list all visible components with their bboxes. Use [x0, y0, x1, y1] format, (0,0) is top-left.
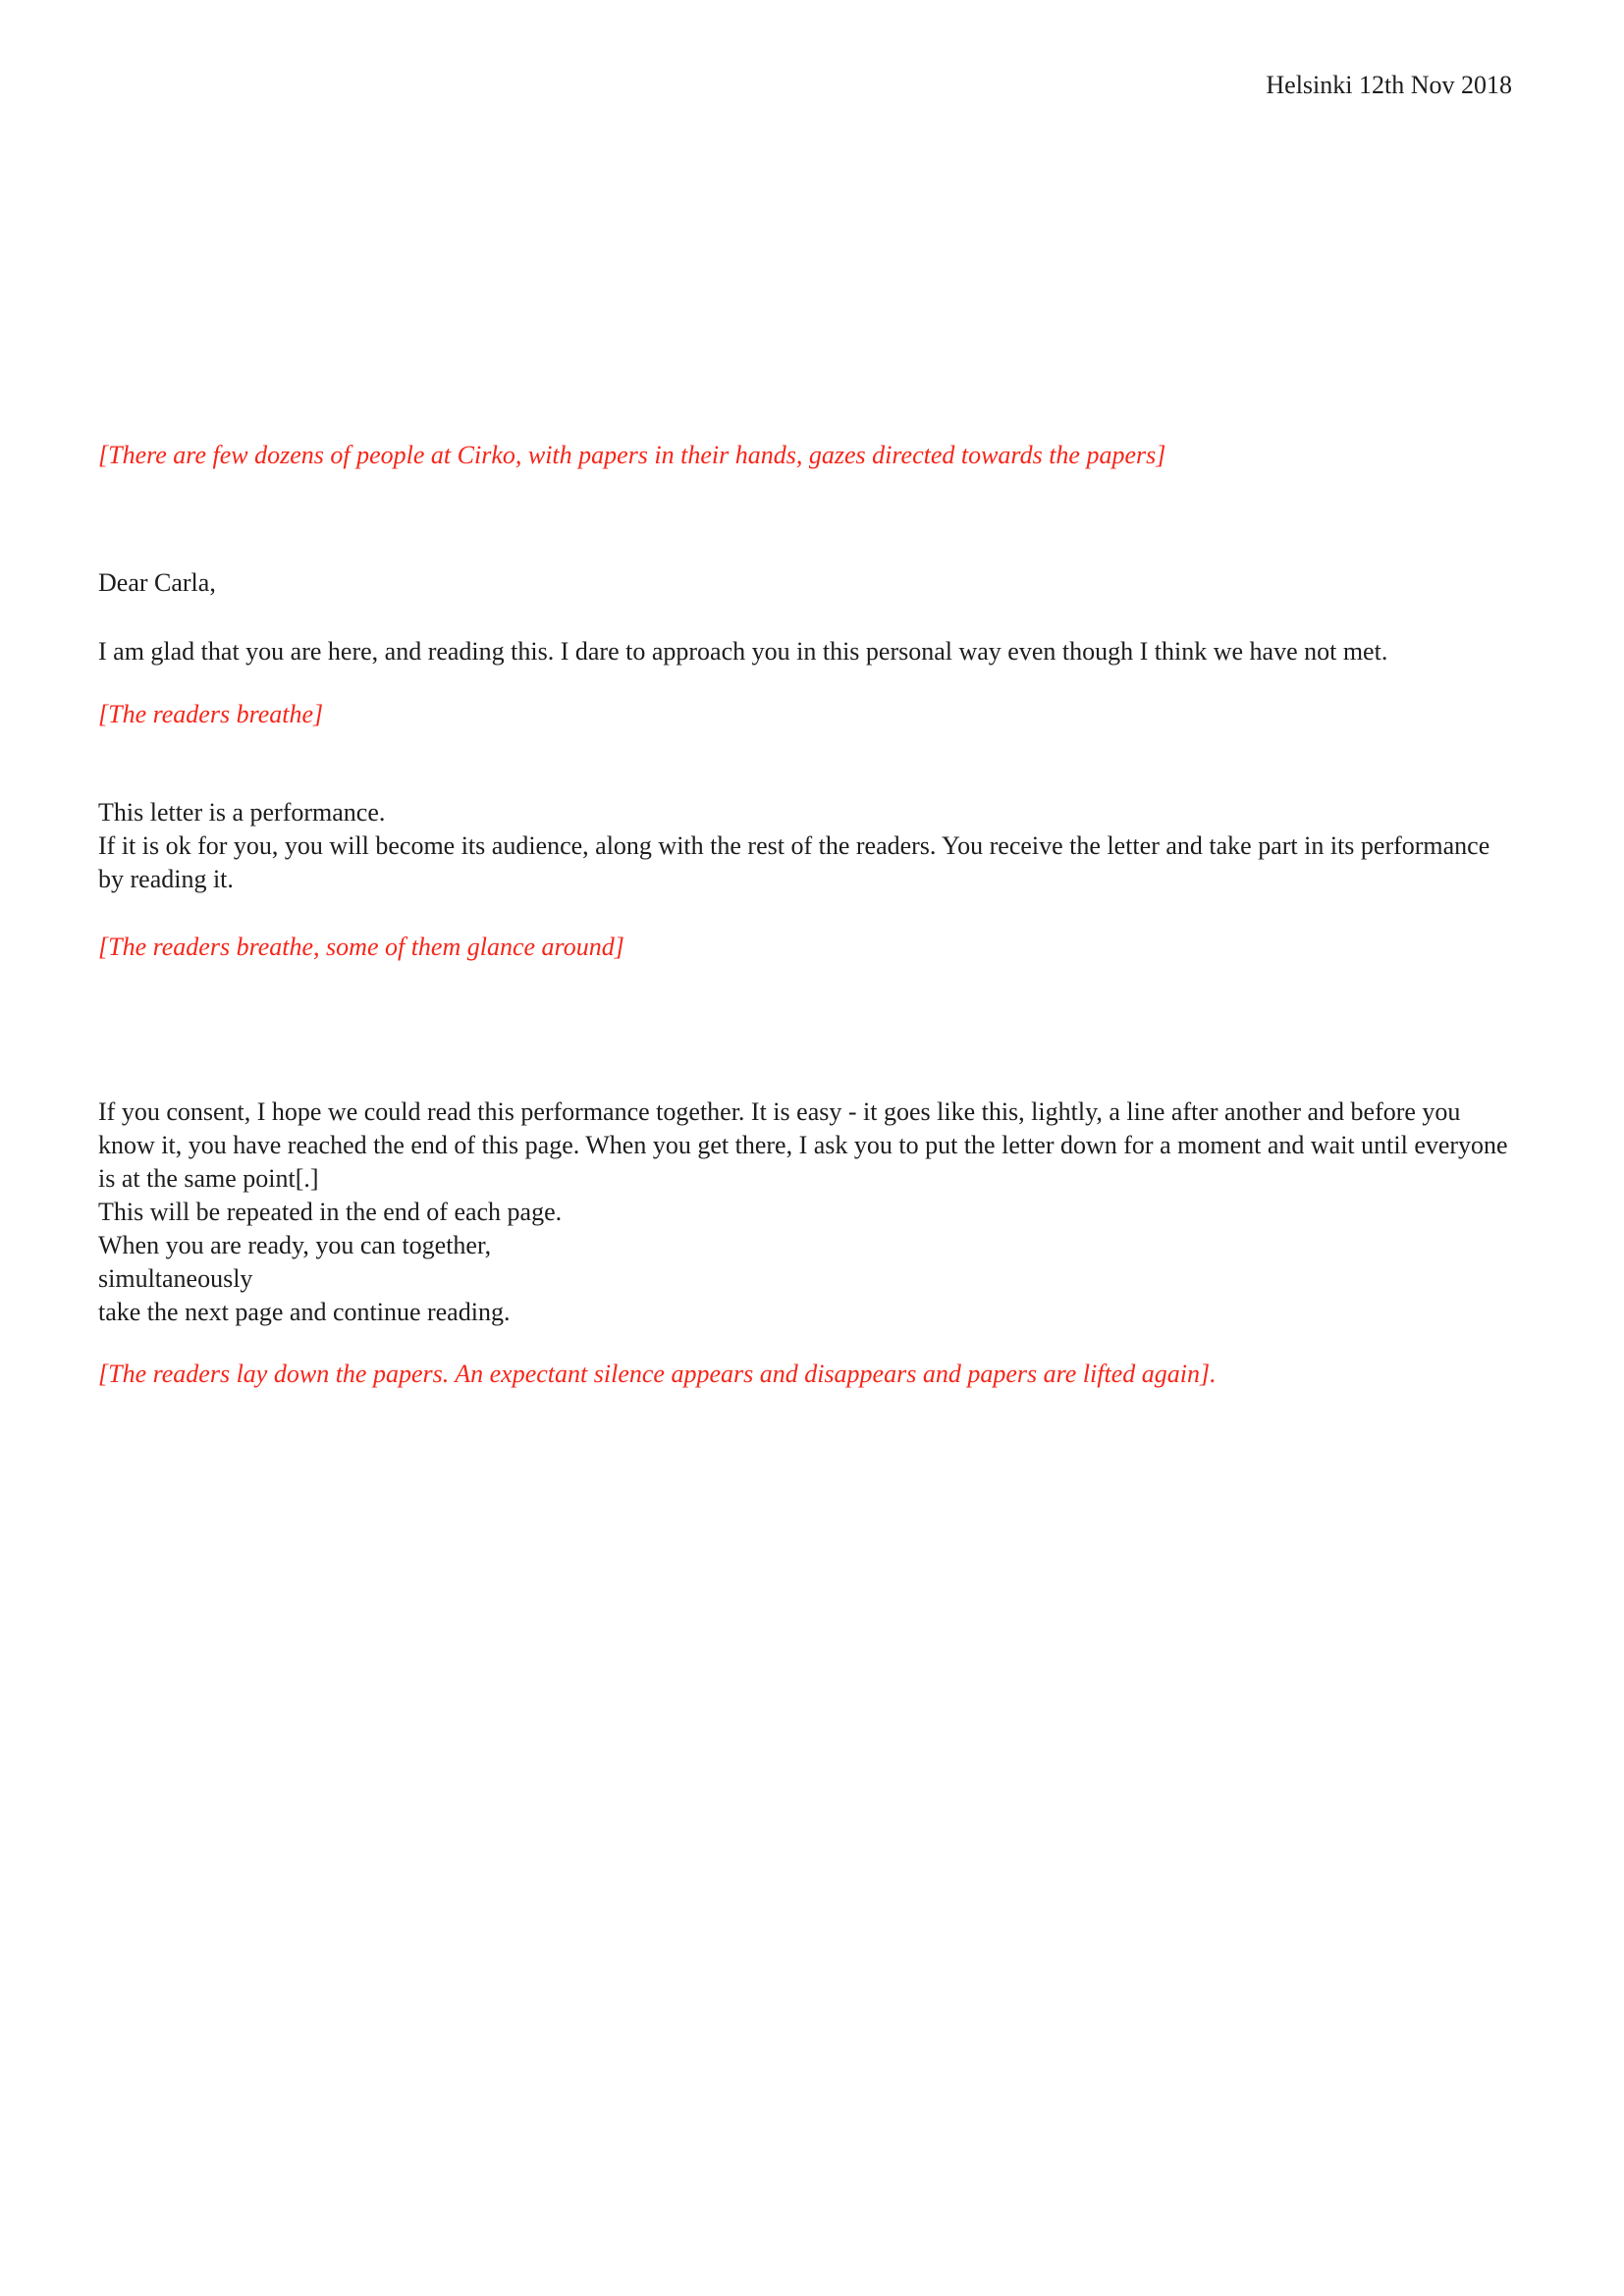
line-ready: When you are ready, you can together, — [98, 1231, 492, 1259]
stage-direction-closing: [The readers lay down the papers. An expectant silence appears and disappears and papers are lifted again]. — [98, 1360, 1217, 1388]
paragraph-intro: I am glad that you are here, and reading this. I dare to approach you in this personal way even though I think we have not met. — [98, 637, 1388, 666]
line-simultaneously: simultaneously — [98, 1264, 253, 1293]
performance-block — [98, 796, 1512, 896]
line-continue: take the next page and continue reading. — [98, 1298, 511, 1326]
paragraph-performance: If it is ok for you, you will become its audience, along with the rest of the readers. You receive the letter and take part in its performance by reading it. — [98, 831, 1490, 893]
salutation: Dear Carla, — [98, 568, 216, 597]
line-repeat: This will be repeated in the end of each page. — [98, 1198, 563, 1226]
paragraph-consent: If you consent, I hope we could read this performance together. It is easy - it goes like this, lightly, a line after another and before you know it, you have reached the end of this page. When you get there, I ask you to put the letter down for a moment and wait until everyone is at the same point[.] — [98, 1097, 1508, 1193]
consent-block — [98, 1095, 1512, 1329]
line-performance: This letter is a performance. — [98, 798, 386, 827]
date-line: Helsinki 12th Nov 2018 — [1266, 71, 1512, 99]
stage-direction-opening: [There are few dozens of people at Cirko, with papers in their hands, gazes directed towards the papers] — [98, 441, 1166, 469]
stage-direction-breathe: [The readers breathe] — [98, 700, 324, 728]
stage-direction-glance: [The readers breathe, some of them glance around] — [98, 933, 624, 961]
